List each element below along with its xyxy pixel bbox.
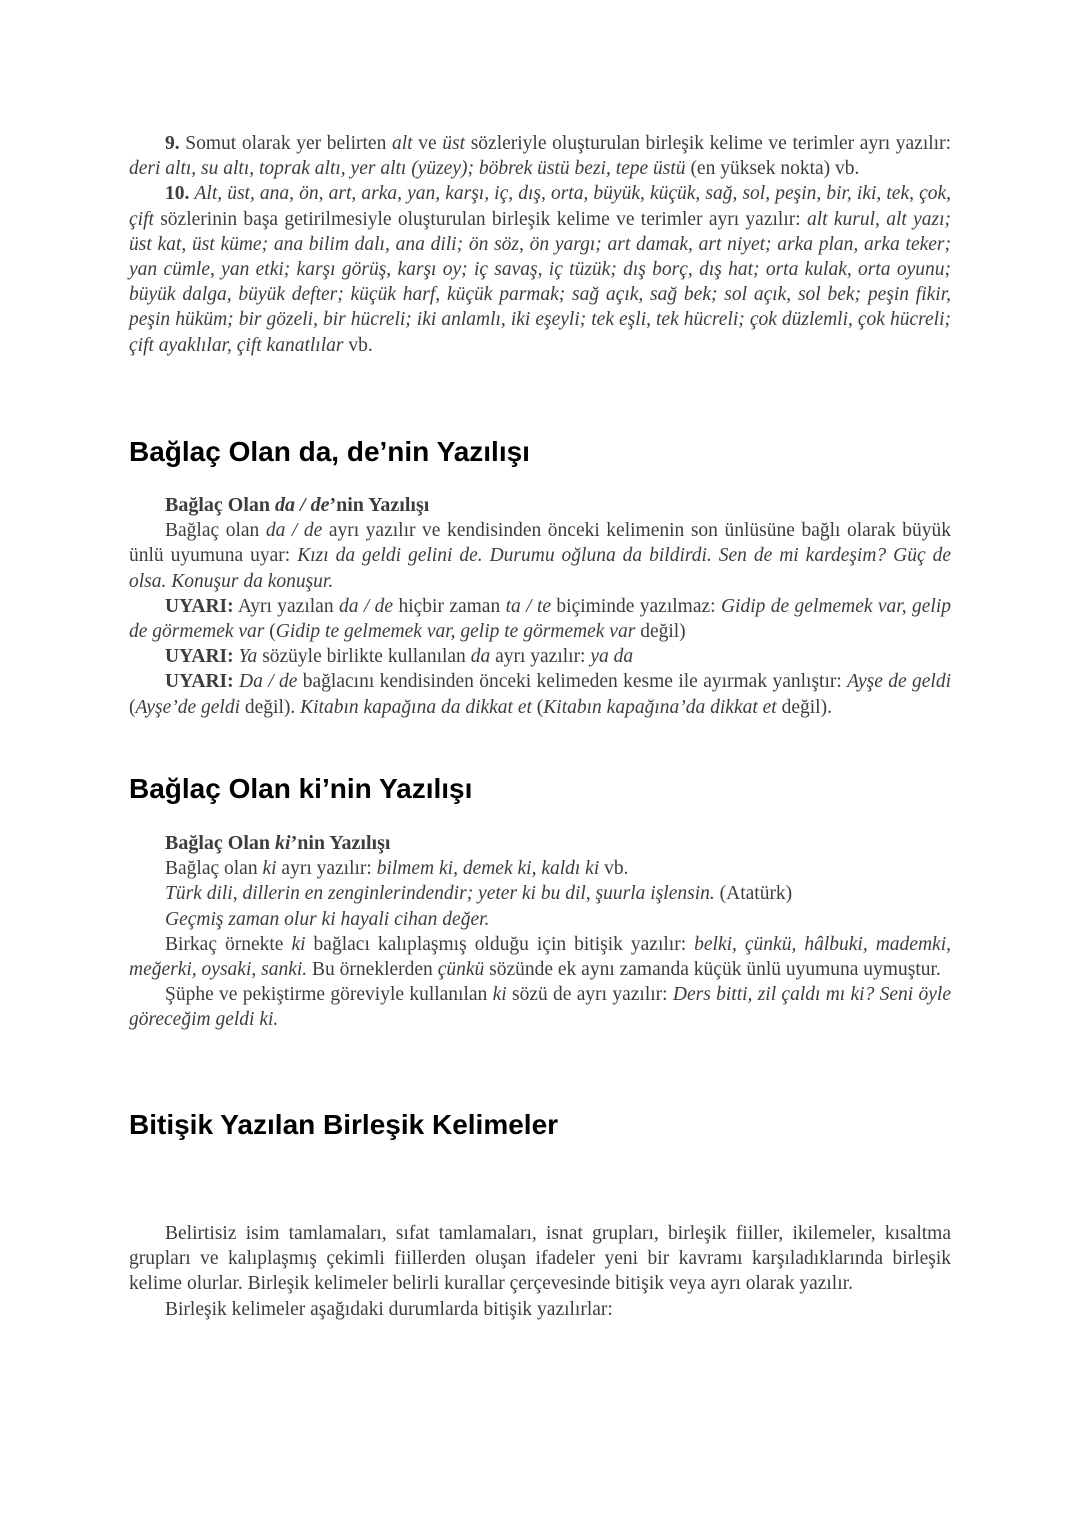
text-run: ki — [492, 984, 507, 1006]
text-run: Kitabın kapağına’da dikkat et — [543, 696, 777, 718]
text-run: alt — [391, 133, 413, 154]
text-run: UYARI: — [165, 646, 234, 668]
text-run: (en yüksek nokta) vb. — [685, 158, 860, 180]
heading-ki: Bağlaç Olan ki’nin Yazılışı — [129, 773, 473, 804]
subheading — [165, 831, 951, 856]
text-run: Şüphe ve pekiştirme göreviyle kullanılan — [165, 984, 493, 1006]
text-run: Bağlaç olan — [165, 858, 263, 880]
text-run: değil). — [240, 696, 301, 718]
text-run: ki — [262, 858, 277, 880]
text-run: Bu örneklerden — [307, 959, 438, 981]
da-de-block — [129, 493, 951, 720]
text-run: Türk dili, dillerin en zenginlerindendir; yeter ki bu dil, şuurla işlensin. — [165, 883, 715, 905]
text-run: değil) — [635, 621, 686, 643]
ki-block — [129, 831, 951, 1033]
text-run: belki, çünkü, hâlbuki, mademki, meğerki, oysaki, sanki. — [129, 933, 951, 981]
bitisik-block — [129, 1221, 951, 1322]
text-run: Birkaç örnekte — [165, 933, 292, 955]
text-run: 9. — [165, 133, 180, 154]
text-run: da — [470, 646, 491, 668]
text-run: vb. — [599, 858, 629, 880]
text-run: ayrı yazılır: — [490, 646, 591, 668]
text-run: bağlacını kendisinden önceki kelimeden kesme ile ayırmak yanlıştır: — [297, 671, 848, 693]
paragraph — [129, 594, 951, 644]
paragraph — [129, 518, 951, 594]
heading-da-de: Bağlaç Olan da, de’nin Yazılışı — [129, 436, 530, 467]
paragraph — [129, 907, 951, 932]
text-run: Gidip te gelmemek var, gelip te görmemek var — [275, 621, 636, 643]
paragraph — [129, 881, 951, 906]
paragraph — [129, 644, 951, 669]
text-run: vb. — [343, 334, 373, 356]
text-run: ( — [129, 696, 136, 718]
text-run: Da / de — [239, 671, 298, 693]
paragraph — [129, 1297, 951, 1322]
text-run: ya da — [590, 646, 634, 668]
text-run: ki — [275, 832, 291, 854]
text-run: ayrı yazılır ve kendisinden önceki kelimenin son ünlüsüne bağlı olarak büyük ünlü uyumuna uyar: — [129, 520, 952, 567]
subheading — [165, 493, 951, 518]
text-run: ’nin Yazılışı — [290, 832, 391, 854]
text-run: Kitabın kapağına da dikkat et — [300, 696, 532, 718]
paragraph — [129, 181, 951, 357]
text-run: ( — [264, 621, 276, 643]
paragraph — [129, 1221, 951, 1297]
text-run: UYARI: — [165, 671, 234, 693]
text-run: Bağlaç olan — [165, 520, 266, 542]
paragraph — [129, 856, 951, 881]
text-run: da / de — [265, 520, 323, 542]
paragraph — [129, 932, 951, 982]
text-run: (Atatürk) — [714, 883, 793, 905]
text-run: sözlerinin başa getirilmesiyle oluşturulan birleşik kelime ve terimler ayrı yazılır: — [153, 208, 807, 230]
paragraph — [129, 131, 951, 181]
text-run: Kızı da geldi gelini de. Durumu oğluna da bildirdi. Sen de mi kardeşim? Güç de olsa. Konuşur da konuşur. — [129, 545, 951, 592]
text-run: da / de — [275, 494, 330, 516]
text-run: çünkü — [437, 959, 485, 981]
text-run: Ayşe de geldi — [847, 671, 952, 693]
text-run: Bağlaç Olan — [165, 494, 276, 516]
text-run: sözünde ek aynı zamanda küçük ünlü uyumuna uymuştur. — [484, 959, 941, 981]
text-run: alt kurul, alt yazı; üst kat, üst küme; ana bilim dalı, ana dili; ön söz, ön yargı; art damak, art niyet; arka plan, arka teker; yan cümle, yan etki; karşı görüş, karşı oy; iç savaş, iç tüzük; dış borç, dış hat; orta kulak, orta oyunu; büyük dalga, büyük defter; küçük harf, küçük parmak; sağ açık, sağ bek; sol açık, sol bek; peşin fikir, peşin hüküm; bir gözeli, bir hücreli; iki anlamlı, iki eşeyli; tek eşli, tek hücreli; çok düzlemli, çok hücreli; çift ayaklılar, çift kanatlılar — [129, 208, 951, 356]
text-run: sözleriyle oluşturulan birleşik kelime ve terimler ayrı yazılır: — [465, 133, 951, 154]
text-run: 10. — [165, 183, 190, 205]
text-run: Belirtisiz isim tamlamaları, sıfat tamlamaları, isnat grupları, birleşik fiiller, ikilemeler, kısaltma grupları ve kalıplaşmış çekimli fiillerden oluşan ifadeler yeni bir kavramı karşıladıklarında birleşik kelime olurlar. Birleşik kelimeler belirli kurallar çerçevesinde bitişik veya ayrı olarak yazılır. — [129, 1223, 951, 1295]
text-run: Gidip de gelmemek var, gelip de görmemek var — [129, 595, 951, 643]
paragraph — [129, 669, 951, 719]
text-run: deri altı, su altı, toprak altı, yer altı (yüzey); böbrek üstü bezi, tepe üstü — [129, 158, 686, 180]
text-run: değil). — [776, 696, 832, 718]
text-run: Geçmiş zaman olur ki hayali cihan değer. — [165, 908, 490, 930]
text-run: üst — [442, 133, 466, 154]
paragraph — [129, 982, 951, 1032]
text-run: hiçbir zaman — [393, 595, 506, 617]
text-run: Ayşe’de geldi — [135, 696, 240, 718]
text-run: sözüyle birlikte kullanılan — [257, 646, 471, 668]
text-run: Bağlaç Olan — [165, 832, 276, 854]
text-run: ayrı yazılır: — [276, 858, 377, 880]
heading-bitisik: Bitişik Yazılan Birleşik Kelimeler — [129, 1109, 559, 1140]
text-run: ki — [291, 933, 306, 955]
text-run: UYARI: — [165, 595, 234, 617]
text-run: ( — [531, 696, 544, 718]
text-run: Birleşik kelimeler aşağıdaki durumlarda bitişik yazılırlar: — [165, 1298, 613, 1320]
text-run: ta / te — [505, 595, 552, 617]
text-run: Ders bitti, zil çaldı mı ki? Seni öyle göreceğim geldi ki. — [129, 984, 951, 1031]
text-run: da / de — [338, 595, 394, 617]
text-run: biçiminde yazılmaz: — [551, 595, 721, 617]
text-run: Alt, üst, ana, ön, art, arka, yan, karşı, iç, dış, orta, büyük, küçük, sağ, sol, peşin, bir, iki, tek, çok, çift — [129, 183, 952, 230]
text-run: sözü de ayrı yazılır: — [506, 984, 673, 1006]
text-run: Somut olarak yer belirten — [179, 133, 392, 154]
text-run: Ya — [238, 646, 258, 668]
text-run: Ayrı yazılan — [233, 595, 339, 617]
text-run: ve — [412, 133, 443, 154]
text-run: bilmem ki, demek ki, kaldı ki — [376, 858, 600, 880]
text-run: bağlacı kalıplaşmış olduğu için bitişik yazılır: — [305, 933, 695, 955]
rules-9-10-block — [129, 131, 951, 358]
text-run: ’nin Yazılışı — [329, 494, 430, 516]
